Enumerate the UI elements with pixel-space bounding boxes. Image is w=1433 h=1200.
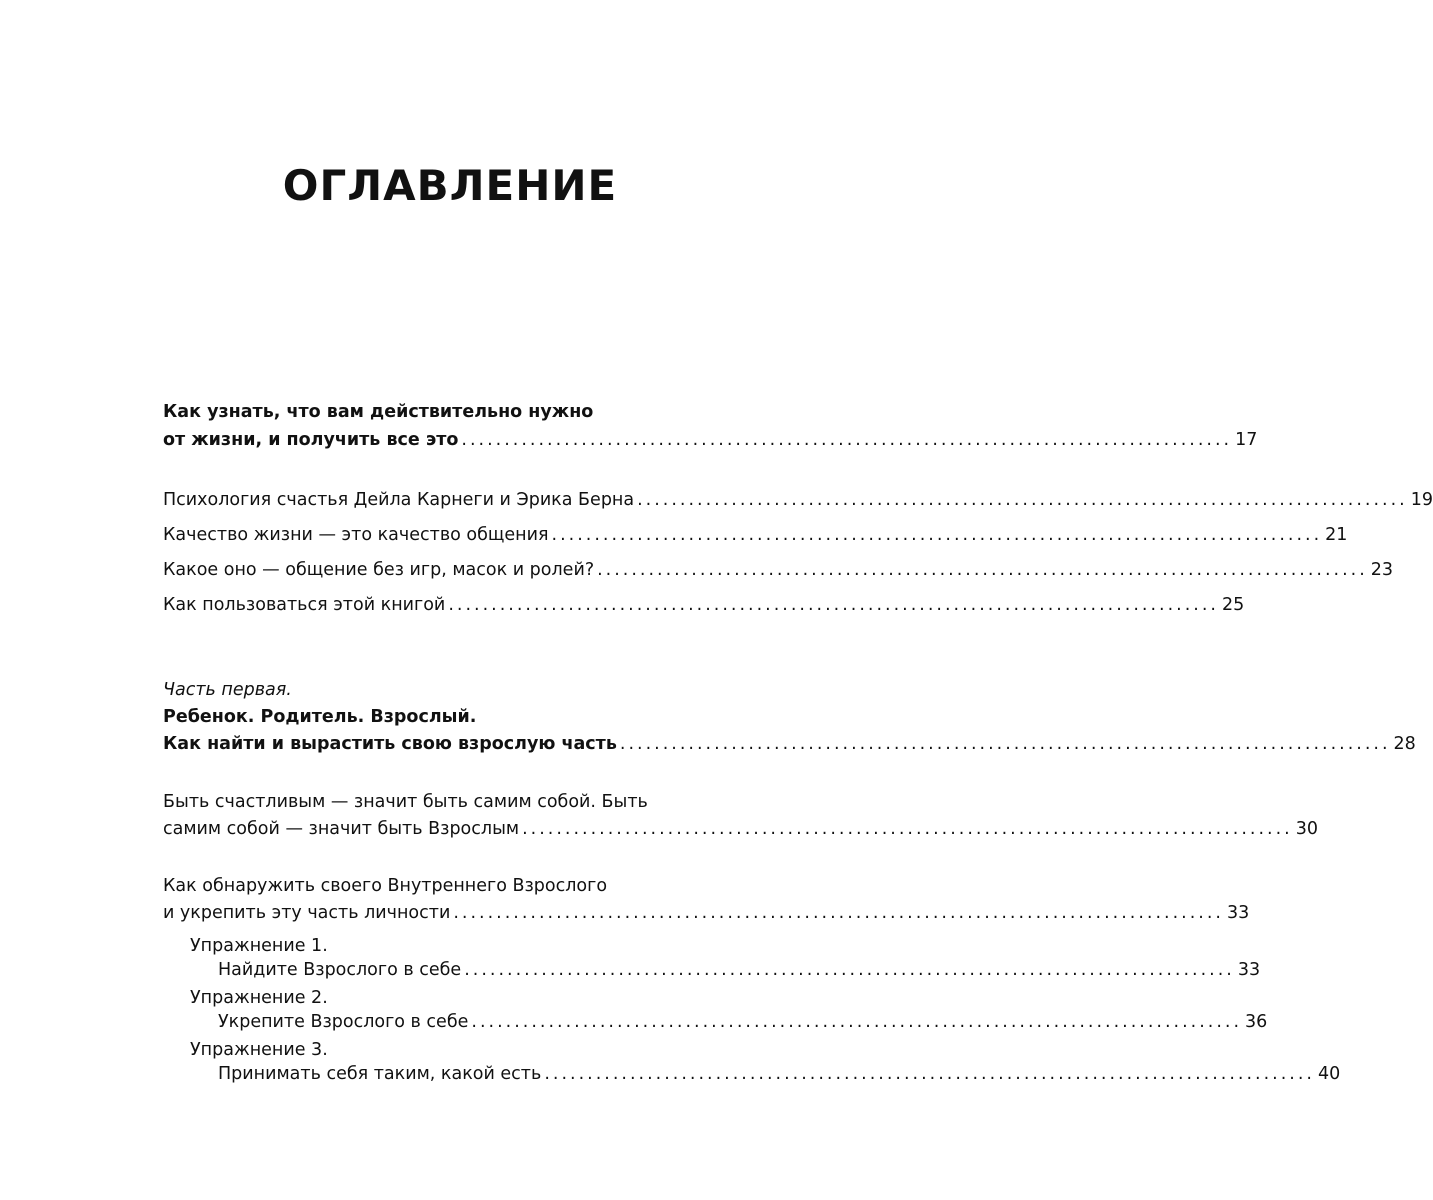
page-number: 19 xyxy=(1410,490,1433,510)
exercise-title: Принимать себя таким, какой есть xyxy=(218,1064,542,1084)
exercise-label: Упражнение 1. xyxy=(190,936,328,956)
page-number: 25 xyxy=(1221,595,1245,615)
dot-leader: .......................................................................................... xyxy=(544,1064,1315,1084)
dot-leader: .......................................................................................... xyxy=(597,560,1368,580)
toc-intro-line2: от жизни, и получить все это xyxy=(163,430,459,450)
entry-label: Психология счастья Дейла Карнеги и Эрика Берна xyxy=(163,490,635,510)
chapter-title-line2: самим собой — значит быть Взрослым xyxy=(163,819,520,839)
part-title-line2: Как найти и вырастить свою взрослую часть xyxy=(163,734,617,754)
dot-leader: .......................................................................................... xyxy=(448,595,1219,615)
toc-entry[interactable] xyxy=(163,592,1245,618)
page-number: 33 xyxy=(1237,960,1261,980)
chapter-title-line1: Быть счастливым — значит быть самим собой. Быть xyxy=(163,792,648,812)
exercise-title: Найдите Взрослого в себе xyxy=(218,960,462,980)
dot-leader: .......................................................................................... xyxy=(619,734,1391,754)
exercise-label: Упражнение 3. xyxy=(190,1040,328,1060)
page-number: 28 xyxy=(1393,734,1416,754)
page-number: 33 xyxy=(1227,903,1250,923)
exercise-title: Укрепите Взрослого в себе xyxy=(218,1012,469,1032)
toc-chapter-entry[interactable] xyxy=(163,816,1319,842)
chapter-title-line2: и укрепить эту часть личности xyxy=(163,903,451,923)
page-title: ОГЛАВЛЕНИЕ xyxy=(282,161,618,210)
toc-intro-entry[interactable] xyxy=(163,427,1258,453)
part-label: Часть первая. xyxy=(163,680,292,700)
toc-intro-line1: Как узнать, что вам действительно нужно xyxy=(163,402,594,422)
exercise-label: Упражнение 2. xyxy=(190,988,328,1008)
dot-leader: .......................................................................................... xyxy=(461,430,1233,450)
toc-entry[interactable] xyxy=(163,522,1348,548)
toc-entry[interactable] xyxy=(163,557,1394,583)
part-title-line1: Ребенок. Родитель. Взрослый. xyxy=(163,707,477,727)
entry-label: Как пользоваться этой книгой xyxy=(163,595,446,615)
dot-leader: .......................................................................................... xyxy=(551,525,1323,545)
toc-exercise-entry[interactable] xyxy=(218,957,1261,983)
dot-leader: .......................................................................................... xyxy=(471,1012,1243,1032)
toc-entry[interactable] xyxy=(163,487,1433,513)
chapter-title-line1: Как обнаружить своего Внутреннего Взрослого xyxy=(163,876,608,896)
page-number: 17 xyxy=(1235,430,1258,450)
page-number: 23 xyxy=(1370,560,1394,580)
dot-leader: .......................................................................................... xyxy=(637,490,1408,510)
page-number: 30 xyxy=(1295,819,1319,839)
page-number: 36 xyxy=(1245,1012,1268,1032)
dot-leader: .......................................................................................... xyxy=(453,903,1224,923)
page-number: 40 xyxy=(1317,1064,1341,1084)
dot-leader: .......................................................................................... xyxy=(522,819,1293,839)
dot-leader: .......................................................................................... xyxy=(464,960,1235,980)
toc-exercise-entry[interactable] xyxy=(218,1061,1341,1087)
toc-exercise-entry[interactable] xyxy=(218,1009,1268,1035)
toc-part-entry[interactable] xyxy=(163,731,1416,757)
entry-label: Качество жизни — это качество общения xyxy=(163,525,549,545)
entry-label: Какое оно — общение без игр, масок и ролей? xyxy=(163,560,595,580)
toc-chapter-entry[interactable] xyxy=(163,900,1250,926)
page-number: 21 xyxy=(1325,525,1348,545)
